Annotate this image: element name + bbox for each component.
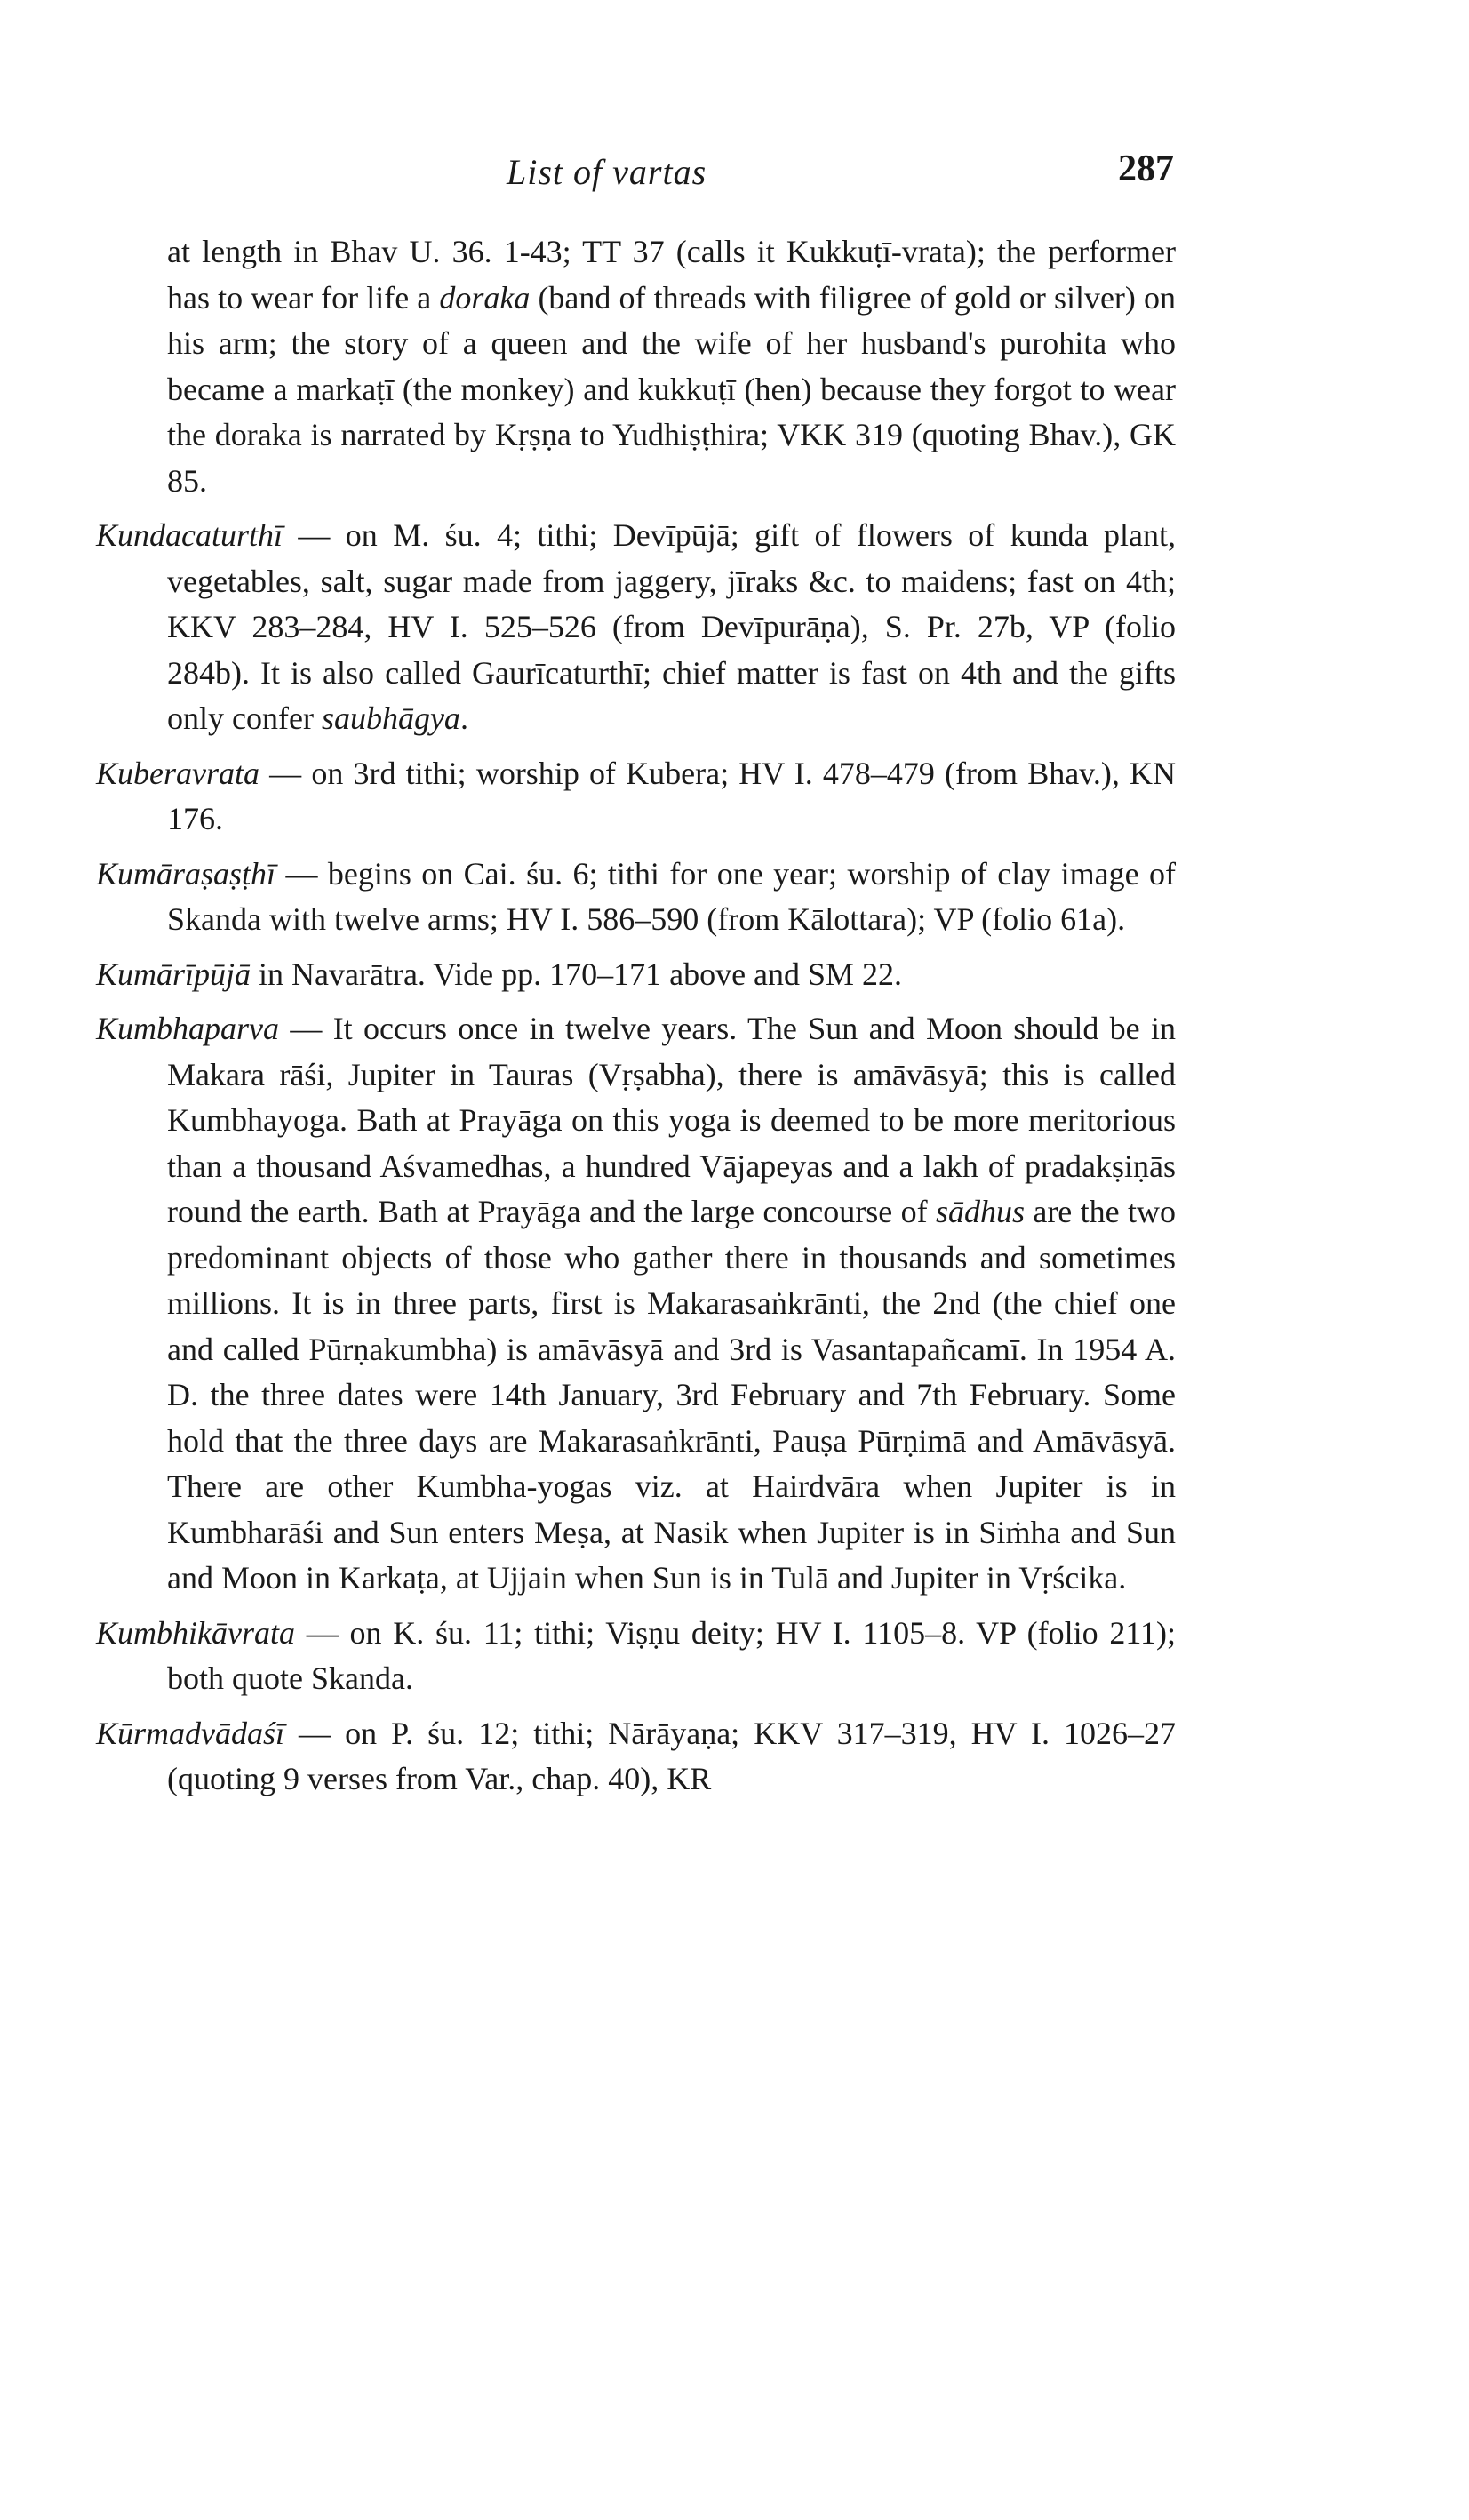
entry-text: (band of threads with filigree of gold or silver) on his arm; the story of a queen and the wife of her husband's purohita who became a markaṭī (the monkey) and kukkuṭī (hen) because they forgot to wear the doraka is narrated by Kṛṣṇa to Yudhiṣṭhira; VKK 319 (quoting Bhav.), GK 85. bbox=[167, 279, 1176, 499]
entry-kuberavrata bbox=[96, 751, 1176, 843]
entry-kumaripuja bbox=[96, 952, 1176, 998]
entry-headword: Kumbhikāvrata bbox=[96, 1614, 295, 1651]
entry-italic-term: saubhāgya bbox=[321, 700, 460, 736]
entry-headword: Kumbhaparva bbox=[96, 1011, 279, 1046]
entry-headword: Kumāraṣaṣṭhī bbox=[96, 855, 276, 892]
entry-text: at length in Bhav U. 36. 1-43; TT 37 (calls it Kukkuṭī-vrata); the performer has to wear for life a bbox=[167, 234, 1176, 316]
entry-italic-term: sādhus bbox=[935, 1194, 1025, 1229]
entry-text: — on M. śu. 4; tithi; Devīpūjā; gift of flowers of kunda plant, vegetables, salt, sugar made from jaggery, jīraks &c. to maidens; fast on 4th; KKV 283–284, HV I. 525–526 (from Devīpurāṇa), S. Pr. 27b, VP (folio 284b). It is also called Gaurīcaturthī; chief matter is fast on 4th and the gifts only confer bbox=[167, 517, 1176, 736]
entry-text: — on P. śu. 12; tithi; Nārāyaṇa; KKV 317–319, HV I. 1026–27 (quoting 9 verses from Var., chap. 40), KR bbox=[167, 1715, 1176, 1796]
entry-text: — on 3rd tithi; worship of Kubera; HV I. 478–479 (from Bhav.), KN 176. bbox=[167, 755, 1176, 836]
page-header bbox=[0, 148, 1469, 204]
entry-kurmadvadasi bbox=[96, 1711, 1176, 1803]
entry-text: — It occurs once in twelve years. The Sun and Moon should be in Makara rāśi, Jupiter in Tauras (Vṛṣabha), there is amāvāsyā; this is called Kumbhayoga. Bath at Prayāga on this yoga is deemed to be more meritorious than a thousand Aśvamedhas, a hundred Vājapeyas and a lakh of pradakṣiṇās round the earth. Bath at Prayāga and the large concourse of bbox=[167, 1011, 1176, 1229]
entry-text: are the two predominant objects of those who gather there in thousands and sometimes millions. It is in three parts, first is Makarasaṅkrānti, the 2nd (the chief one and called Pūrṇakumbha) is amāvāsyā and 3rd is Vasantapañcamī. In 1954 A. D. the three dates were 14th January, 3rd February and 7th February. Some hold that the three days are Makarasaṅkrānti, Pauṣa Pūrṇimā and Amāvāsyā. There are other Kumbha-yogas viz. at Hairdvāra when Jupiter is in Kumbharāśi and Sun enters Meṣa, at Nasik when Jupiter is in Siṁha and Sun and Moon in Karkaṭa, at Ujjain when Sun is in Tulā and Jupiter in Vṛścika. bbox=[167, 1194, 1176, 1596]
entry-text: — on K. śu. 11; tithi; Viṣṇu deity; HV I. 1105–8. VP (folio 211); both quote Skanda. bbox=[167, 1614, 1176, 1696]
entry-italic-term: doraka bbox=[439, 279, 531, 316]
entry-text: in Navarātra. Vide pp. 170–171 above and SM 22. bbox=[251, 956, 903, 992]
entry-headword: Kumārīpūjā bbox=[96, 956, 251, 992]
entry-headword: Kuberavrata bbox=[96, 755, 259, 791]
running-title: List of vartas bbox=[507, 152, 707, 192]
entry-kumbhaparva bbox=[96, 1006, 1176, 1602]
entry-text: — begins on Cai. śu. 6; tithi for one year; worship of clay image of Skanda with twelve arms; HV I. 586–590 (from Kālottara); VP (folio 61a). bbox=[167, 855, 1176, 937]
vrata-list bbox=[96, 229, 1176, 1812]
page-number: 287 bbox=[1118, 148, 1174, 189]
entry-headword: Kundacaturthī bbox=[96, 517, 283, 553]
entry-kundacaturthi bbox=[96, 513, 1176, 742]
entry-kumarasasthi bbox=[96, 852, 1176, 943]
entry-headword: Kūrmadvādaśī bbox=[96, 1715, 285, 1751]
entry-continuation bbox=[96, 229, 1176, 504]
entry-kumbhikavrata bbox=[96, 1611, 1176, 1702]
entry-text: . bbox=[459, 700, 468, 736]
